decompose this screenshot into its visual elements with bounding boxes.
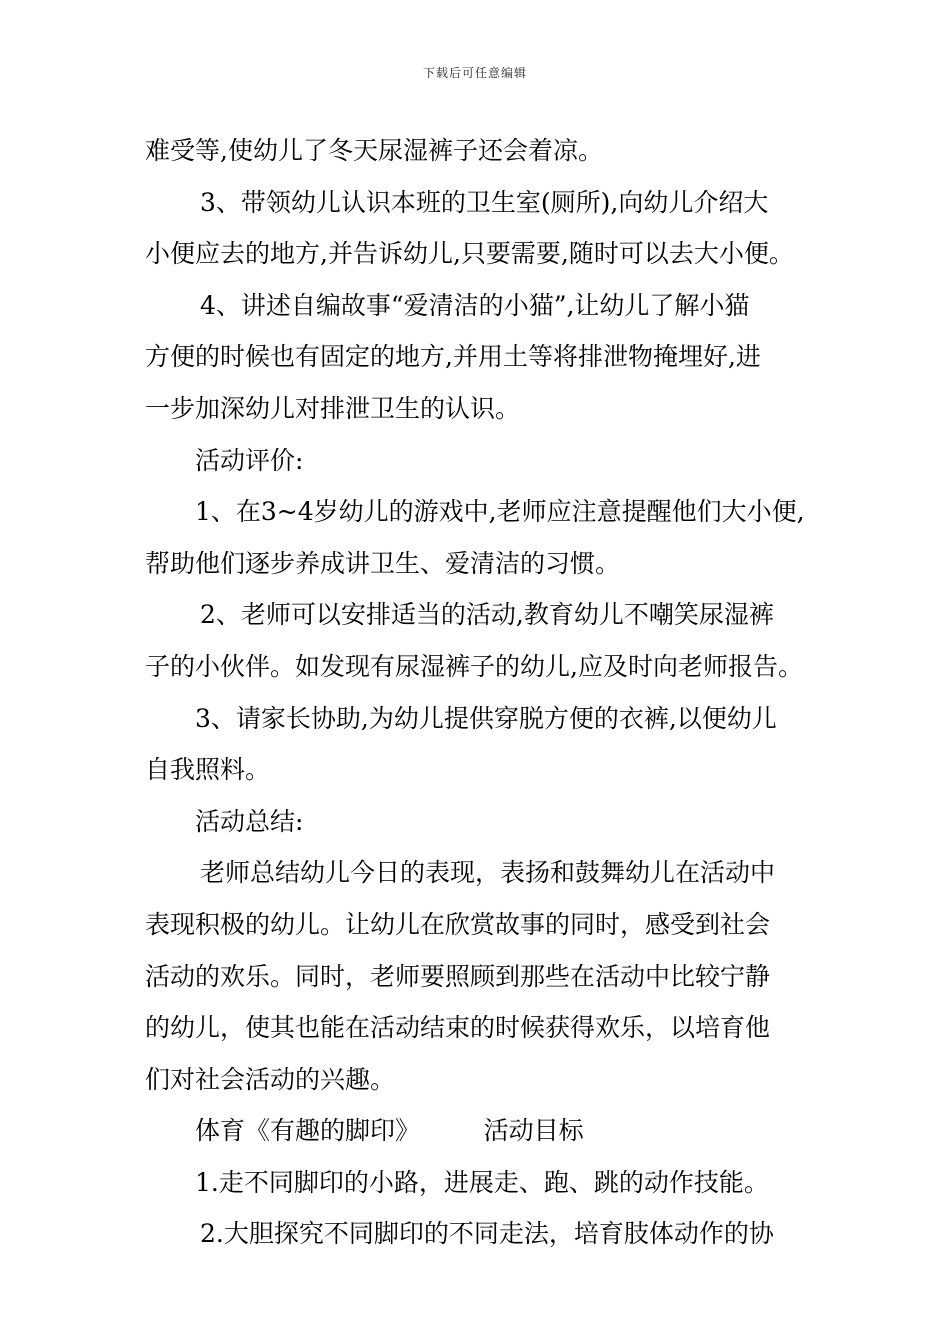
text-line: 表现积极的幼儿。让幼儿在欣赏故事的同时，感受到社会 — [145, 909, 771, 939]
section-heading: 活动评价: — [195, 445, 304, 475]
text-line: 子的小伙伴。如发现有尿湿裤子的幼儿,应及时向老师报告。 — [145, 651, 803, 681]
text-line: 3、请家长协助,为幼儿提供穿脱方便的衣裤,以便幼儿 — [195, 703, 777, 733]
text-line: 一步加深幼儿对排泄卫生的认识。 — [145, 393, 521, 423]
text-line: 2、老师可以安排适当的活动,教育幼儿不嘲笑尿湿裤 — [200, 600, 774, 630]
text-line: 小便应去的地方,并告诉幼儿,只要需要,随时可以去大小便。 — [145, 239, 794, 269]
text-line: 老师总结幼儿今日的表现，表扬和鼓舞幼儿在活动中 — [200, 858, 776, 888]
text-line: 4、讲述自编故事“爱清洁的小猫”,让幼儿了解小猫 — [200, 290, 750, 320]
text-line: 1、在3~4岁幼儿的游戏中,老师应注意提醒他们大小便, — [195, 497, 805, 527]
text-line: 们对社会活动的兴趣。 — [145, 1064, 396, 1094]
text-line: 1.走不同脚印的小路，进展走、跑、跳的动作技能。 — [195, 1167, 769, 1197]
section-heading: 活动总结: — [195, 806, 304, 836]
text-line: 方便的时候也有固定的地方,并用土等将排泄物掩埋好,进 — [145, 342, 761, 372]
document-body — [145, 125, 815, 1260]
page-header: 下载后可任意编辑 — [422, 66, 527, 80]
section-heading: 体育《有趣的脚印》 活动目标 — [195, 1116, 584, 1146]
text-line: 帮助他们逐步养成讲卫生、爱清洁的习惯。 — [145, 548, 621, 578]
text-line: 活动的欢乐。同时，老师要照顾到那些在活动中比较宁静 — [145, 961, 771, 991]
text-line: 2.大胆探究不同脚印的不同走法，培育肢体动作的协 — [200, 1219, 774, 1249]
text-line: 难受等,使幼儿了冬天尿湿裤子还会着凉。 — [145, 136, 603, 165]
text-line: 3、带领幼儿认识本班的卫生室(厕所),向幼儿介绍大 — [200, 187, 769, 217]
text-line: 的幼儿，使其也能在活动结束的时候获得欢乐，以培育他 — [145, 1013, 771, 1043]
text-line: 自我照料。 — [145, 755, 271, 785]
